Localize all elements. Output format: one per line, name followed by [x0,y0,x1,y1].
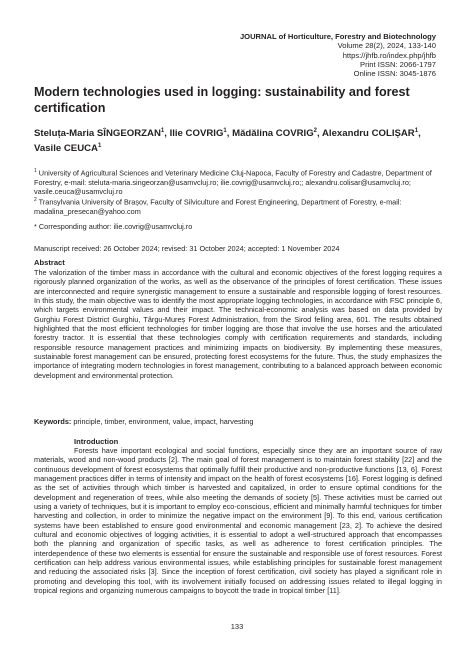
journal-volume: Volume 28(2), 2024, 133-140 [337,41,436,51]
author [232,128,322,139]
keywords [34,417,253,426]
author-affiliation-mark: 1 [414,128,419,134]
author-affiliation-mark: 1 [98,143,102,150]
journal-url[interactable]: https://jhfb.ro/index.php/jhfb [342,50,436,60]
author-affiliation-mark: 1 [223,128,227,134]
author [322,128,421,139]
author-name: Ilie COVRIG [169,128,224,140]
print-issn: Print ISSN: 2066-1797 [360,59,436,69]
author-separator: , [226,128,233,140]
author-affiliation-mark: 2 [313,128,317,134]
affiliation-1 [34,167,442,197]
author-separator: , [317,128,322,140]
introduction-text: Forests have important ecological and social functions, especially since they are an important source of raw materials, wood and non-wood products [2]. The main goal of forest management is to maintain forest stability [22] and the continuous development of forest ecosystems that optimally fulfill their productive and non-productive functions [13, 6]. Forest management practices differ in terms of intensity and impact on the health of forest ecosystems [16]. Forest logging is defined as the set of activities through which timber is harvested and capitalized, in order to ensure optimal conditions for the development and regeneration of trees, while also meeting the demands of society [5]. These activities must be carried out using a variety of techniques, but it is important to employ eco-conscious, efficient and minimally harmful techniques for timber harvesting and collection, in order to minimize the negative impact on the environment [9]. To this end, various certification systems have been established to ensure good environmental and economic management [23, 2]. To achieve the desired cultural and economic objectives of logging activities, it is essential to adopt a well-structured approach that encompasses both the planning and organization of specific tasks, as well as adherence to forest certification principles. The interdependence of these two elements is essential for ensure the sustainable and responsible use of forest resources. Forest certification can help address various environmental issues, while establishing principles for sustainable forest management and reducing the associated risks [3]. Since the inception of forest certification, civil society has played a significant role in promoting and developing this tool, with its involvement initially focused on addressing issues related to illegal logging in tropical regions and organizing numerous campaigns to boycott the trade in tropical timber [11]. [34,446,442,596]
author [34,128,170,139]
online-issn: Online ISSN: 3045-1876 [353,69,436,79]
abstract-text: The valorization of the timber mass in accordance with the cultural and economic objectives of the forest logging requires a rigorously planned organization of the works, as well as the observance of the principles of forest certification. These issues are interconnected and require synergistic management to ensure a sustainable and responsible logging of forest resources. In this study, the main objective was to identify the most appropriate logging technologies, in accordance with FSC principle 6, which targets environmental values and their impact. The technical-economic analysis was based on data provided by Gurghiu Forest District Gurghiu, Târgu-Mureș Forest Administration, from the Sirod felling area, 601. The results obtained highlighted that the most efficient technologies for timber logging are those that involve the use horses and the articulated forestry tractor. It is essential that these technologies comply with certification requirements and standards, including responsible resource management practices and minimizing impacts on biodiversity. By implementing these measures, sustainable forest management can be ensured, protecting forest ecosystems for the future. Thus, the study emphasizes the importance of integrating modern technologies in forest management, contributing to a balanced approach between economic development and environmental protection. [34,268,442,380]
affiliation-text: Transylvania University of Brașov, Faculty of Silviculture and Forest Engineering, Department of Forestry, e-mail: madalina_presecan@yahoo.com [34,197,402,216]
keywords-label: Keywords: [34,417,72,426]
author-name: Alexandru COLIȘAR [321,128,415,140]
author-name: Steluța-Maria SÎNGEORZAN [34,128,161,140]
author [170,128,233,139]
keywords-list: principle, timber, environment, value, impact, harvesting [71,417,254,426]
author-separator: , [418,128,421,140]
manuscript-dates: Manuscript received: 26 October 2024; revised: 31 October 2024; accepted: 1 November 2024 [34,244,340,253]
journal-header [240,32,436,78]
page-number: 133 [230,622,244,631]
article-title: Modern technologies used in logging: sustainability and forest certification [34,85,410,115]
author-name: Mădălina COVRIG [232,128,314,140]
journal-name: JOURNAL of Horticulture, Forestry and Biotechnology [239,32,436,41]
introduction-heading: Introduction [74,437,119,446]
affiliation-text: University of Agricultural Sciences and Veterinary Medicine Cluj-Napoca, Faculty of Forestry and Cadastre, Department of Forestry, e-mail: steluta-maria.singeorzan@usamvcluj.ro; ilie.covrig@usamvcluj.ro;; alexandru.colisar@usamvcluj.ro; vasile.ceuca@usamvcluj.ro [34,168,432,197]
abstract-heading: Abstract [34,258,65,267]
author-affiliation-mark: 1 [160,128,165,134]
affiliation-number: 2 [34,197,37,203]
author-list [34,125,444,155]
corresponding-author: * Corresponding author: ilie.covrig@usamvcluj.ro [34,222,193,231]
affiliation-2 [34,196,442,216]
affiliation-number: 1 [34,168,37,174]
author-name: Vasile CEUCA [34,143,98,155]
author [34,143,101,154]
author-separator: , [164,128,170,140]
